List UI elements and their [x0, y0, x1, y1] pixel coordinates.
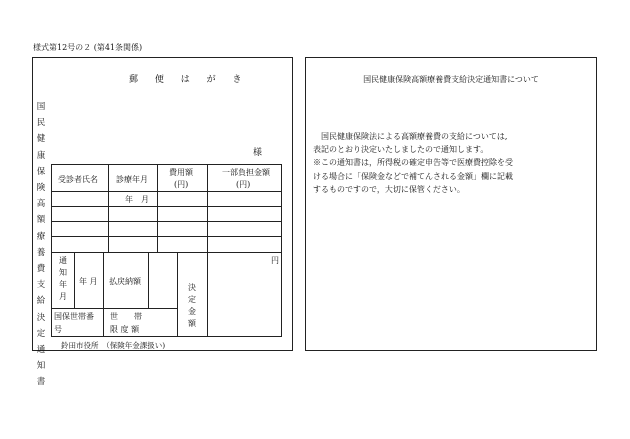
notice-date-char: 通 [59, 256, 67, 265]
vertical-title-char: 知 [36, 361, 46, 372]
vertical-title-char: 民 [36, 118, 46, 129]
decided-amount-char: 額 [188, 319, 196, 328]
year-month-placeholder: 年 月 [125, 195, 149, 204]
explanation-body [313, 130, 589, 196]
table-row-month [108, 221, 158, 237]
notice-date-char: 年 [59, 280, 67, 289]
household-no-line2: 号 [54, 325, 62, 334]
note-line: するものですので，大切に保管ください。 [313, 184, 465, 194]
notice-year-month: 年 月 [79, 277, 98, 286]
table-row-copay [207, 221, 282, 237]
decided-amount-char: 金 [188, 307, 196, 316]
table-row-copay [207, 206, 282, 222]
vertical-title-char: 康 [36, 150, 46, 161]
table-row-cost [157, 206, 208, 222]
notice-date-label [58, 255, 68, 303]
vertical-form-title [35, 99, 47, 391]
vertical-title-char: 高 [36, 199, 46, 210]
vertical-title-char: 保 [36, 166, 46, 177]
household-no-line1: 国保世帯番 [54, 312, 94, 321]
refund-amount-label: 払戻納額 [109, 277, 141, 286]
table-row-cost [157, 191, 208, 207]
refund-amount-value-cell [148, 252, 178, 309]
explanation-panel [305, 57, 597, 351]
vertical-title-char: 決 [36, 312, 46, 323]
copay-header-line1: 一部負担金額 [222, 168, 270, 177]
yen-unit: 円 [271, 256, 279, 265]
postcard-label: 郵 便 は が き [129, 75, 249, 85]
household-limit-line1: 世 帯 [110, 312, 142, 321]
decided-amount-char: 決 [188, 283, 196, 292]
vertical-title-char: 定 [36, 328, 46, 339]
table-row-cost [157, 221, 208, 237]
patient-name-header: 受診者氏名 [58, 175, 98, 184]
decided-amount-char: 定 [188, 295, 196, 304]
table-row-copay [207, 236, 282, 253]
copay-header-line2: (円) [236, 180, 251, 189]
table-row [51, 221, 109, 237]
cost-header-line1: 費用額 [169, 168, 193, 177]
note-line: ける場合に「保険金などで補てんされる金額」欄に記載 [313, 171, 513, 181]
vertical-title-char: 費 [36, 264, 46, 275]
vertical-title-char: 国 [36, 102, 46, 112]
note-line: ※この通知書は，所得税の確定申告等で医療費控除を受 [313, 158, 513, 168]
explanation-title: 国民健康保険高額療養費支給決定通知書について [363, 75, 539, 84]
vertical-title-char: 通 [36, 345, 46, 356]
vertical-title-char: 給 [36, 296, 46, 307]
vertical-title-char: 険 [36, 183, 46, 194]
table-row [51, 236, 109, 253]
table-row-copay [207, 191, 282, 207]
vertical-title-char: 療 [36, 231, 46, 242]
household-limit-line2: 限 度 額 [110, 325, 140, 334]
honorific-sama: 様 [253, 148, 263, 158]
issuing-office: 鈴田市役所 （保険年金課扱い) [61, 341, 166, 350]
paragraph-line: 国民健康保険法による高額療養費の支給については, [321, 132, 508, 141]
vertical-title-char: 書 [36, 377, 46, 388]
vertical-title-char: 養 [36, 247, 46, 258]
decided-amount-label [187, 282, 197, 330]
table-row-month [108, 206, 158, 222]
form-reference: 様式第12号の２ (第41条関係) [33, 43, 143, 52]
table-row-cost [157, 236, 208, 253]
vertical-title-char: 支 [36, 280, 46, 291]
vertical-title-char: 額 [36, 215, 46, 226]
paragraph-line: 表記のとおり決定いたしましたので通知します。 [313, 145, 489, 155]
table-row-month [108, 236, 158, 253]
cost-header-line2: (円) [174, 180, 189, 189]
table-row [51, 191, 109, 207]
notice-date-char: 月 [59, 292, 67, 301]
visit-month-header: 診療年月 [116, 175, 148, 184]
notice-date-char: 知 [59, 268, 67, 277]
vertical-title-char: 健 [36, 134, 46, 145]
table-row [51, 206, 109, 222]
